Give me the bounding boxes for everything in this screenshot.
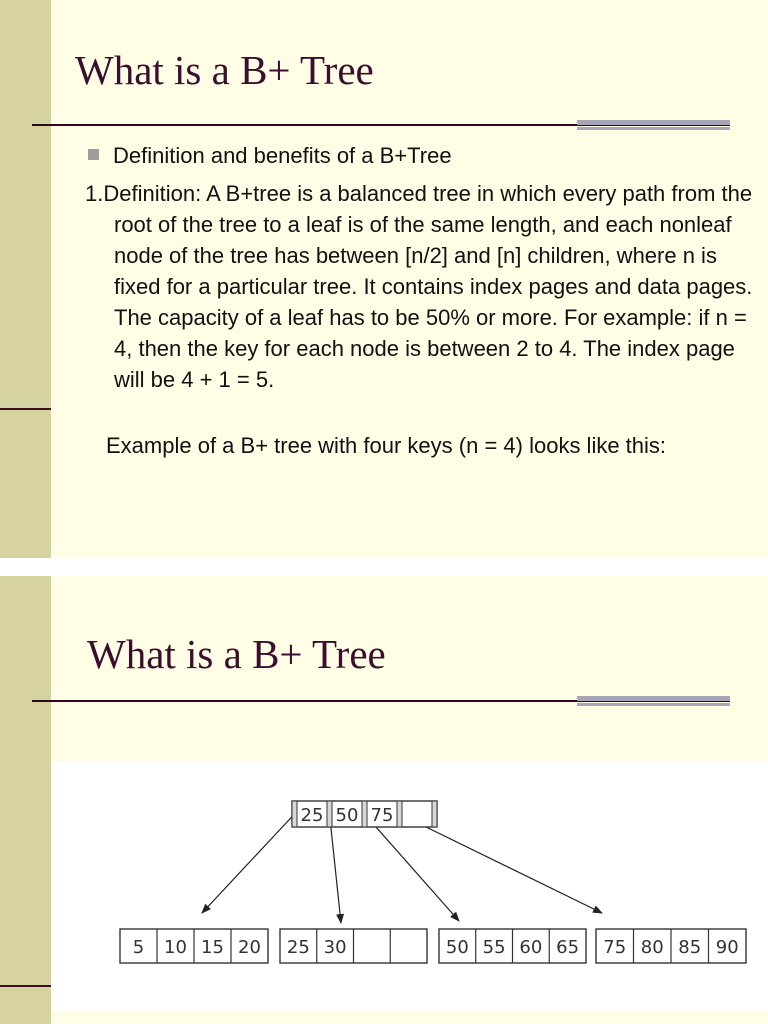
pointer-slot — [432, 801, 437, 827]
b-plus-tree-diagram — [52, 762, 768, 1012]
key-value: 60 — [519, 937, 543, 958]
key-value: 30 — [323, 937, 347, 958]
key-value: 10 — [164, 937, 187, 958]
slide-1-side-bar — [0, 0, 51, 558]
key-value: 25 — [300, 805, 324, 826]
slide-2-side-bar — [0, 576, 51, 1024]
slide-1-title: What is a B+ Tree — [75, 47, 374, 93]
pointer-slot — [292, 801, 297, 827]
slide-2-title: What is a B+ Tree — [87, 631, 386, 677]
tree-edge — [365, 814, 460, 921]
leaf-node-3 — [439, 929, 586, 963]
key-value: 5 — [132, 937, 145, 958]
leaf-node-2 — [280, 929, 427, 963]
tree-edge — [202, 814, 295, 913]
tree-edge — [400, 814, 603, 913]
key-value: 15 — [201, 937, 224, 958]
key-value: 50 — [335, 805, 359, 826]
key-value: 75 — [370, 805, 394, 826]
key-value: 65 — [556, 937, 580, 958]
bullet-item — [88, 143, 452, 169]
tree-svg — [52, 762, 768, 1012]
pointer-slot — [362, 801, 367, 827]
pointer-slot — [397, 801, 402, 827]
definition-paragraph: 1.Definition: A B+tree is a balanced tree in which every path from the root of the tree to a leaf is of the same length, and each nonleaf node of the tree has between [n/2] and [n] children, where n is fixed for a particular tree. It contains index pages and data pages. The capacity of a leaf has to be 50% or more. For example: if n = 4, then the key for each node is between 2 to 4. The index page will be 4 + 1 = 5. — [85, 181, 753, 392]
slide-2-rule-accent — [577, 696, 730, 708]
bullet-text: Definition and benefits of a B+Tree — [113, 143, 452, 168]
key-value: 75 — [603, 937, 627, 958]
leaf-node-1 — [120, 929, 268, 963]
slide-1-side-tick — [0, 408, 51, 410]
slide-1-rule-accent — [577, 120, 730, 132]
slide-2-side-tick — [0, 985, 51, 987]
key-value: 50 — [445, 937, 469, 958]
key-value: 20 — [238, 937, 261, 958]
key-value: 25 — [286, 937, 310, 958]
leaf-node-4 — [596, 929, 746, 963]
example-paragraph: Example of a B+ tree with four keys (n = 4) looks like this: — [106, 433, 667, 458]
gray-square-bullet-icon — [88, 149, 99, 160]
key-value: 85 — [678, 937, 702, 958]
pointer-slot — [327, 801, 332, 827]
key-value: 80 — [640, 937, 664, 958]
key-value: 55 — [482, 937, 506, 958]
key-value: 90 — [715, 937, 739, 958]
root-node — [292, 801, 437, 827]
tree-edge — [330, 814, 342, 923]
